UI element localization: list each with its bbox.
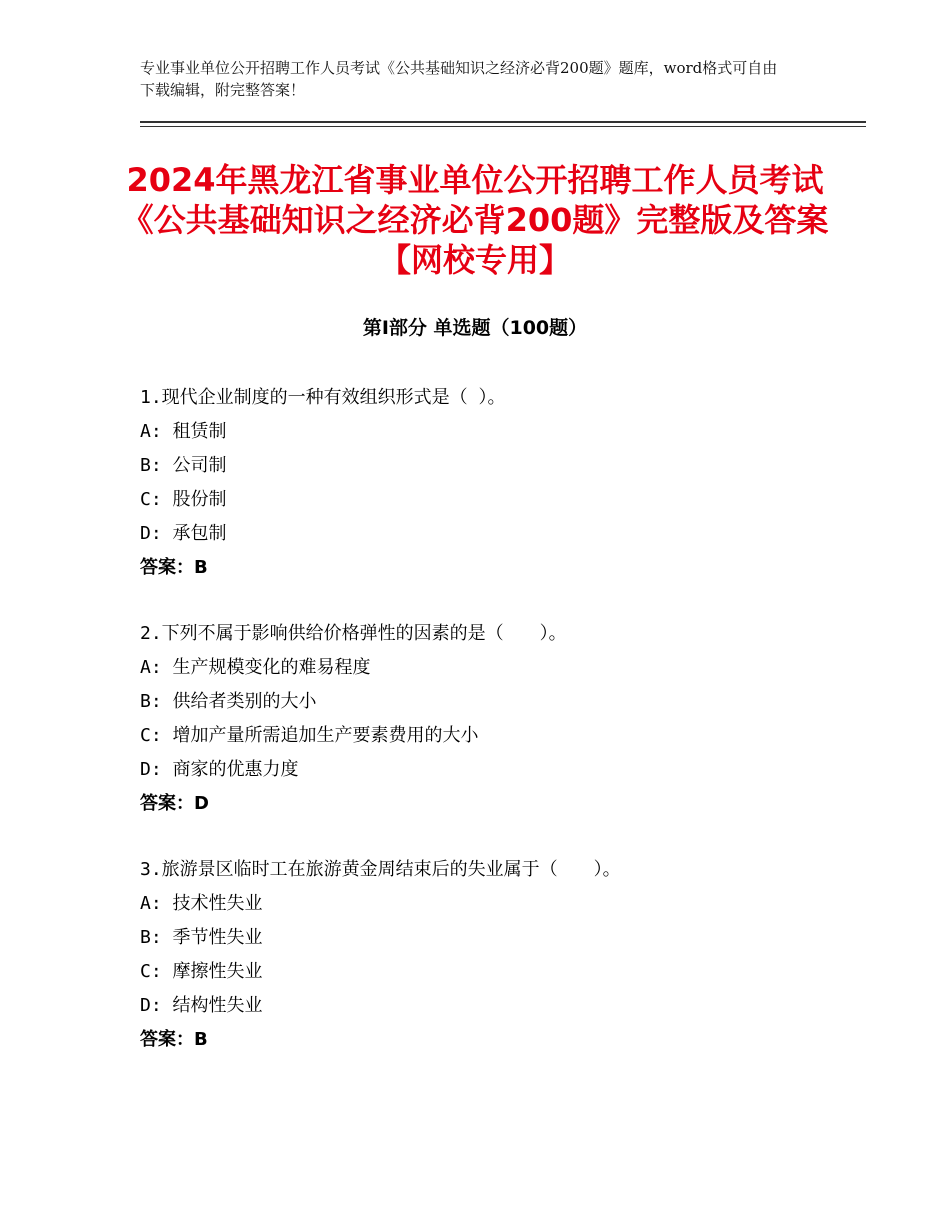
- option-b: B: 季节性失业: [140, 927, 263, 948]
- question-3: [140, 853, 860, 1057]
- option-c: C: 增加产量所需追加生产要素费用的大小: [140, 725, 479, 746]
- option-d: D: 结构性失业: [140, 995, 263, 1016]
- answer: 答案：B: [140, 557, 208, 578]
- question-2: [140, 617, 860, 821]
- option-d: D: 承包制: [140, 523, 227, 544]
- question-stem: 1.现代企业制度的一种有效组织形式是（ ）。: [140, 387, 506, 408]
- option-b: B: 供给者类别的大小: [140, 691, 317, 712]
- header-rule-thin: [140, 126, 866, 127]
- question-stem: 2.下列不属于影响供给价格弹性的因素的是（ ）。: [140, 623, 567, 644]
- question-list: [140, 381, 860, 1089]
- section-title: 第Ⅰ部分 单选题（100题）: [362, 317, 588, 339]
- answer: 答案：D: [140, 793, 209, 814]
- answer: 答案：B: [140, 1029, 208, 1050]
- option-b: B: 公司制: [140, 455, 227, 476]
- option-a: A: 技术性失业: [140, 893, 263, 914]
- header-rule-thick: [140, 121, 866, 123]
- question-stem: 3.旅游景区临时工在旅游黄金周结束后的失业属于（ ）。: [140, 859, 621, 880]
- option-c: C: 摩擦性失业: [140, 961, 263, 982]
- option-d: D: 商家的优惠力度: [140, 759, 299, 780]
- header-note: 专业事业单位公开招聘工作人员考试《公共基础知识之经济必背200题》题库，word格式可自由下载编辑，附完整答案！: [140, 59, 778, 99]
- option-a: A: 租赁制: [140, 421, 227, 442]
- option-c: C: 股份制: [140, 489, 227, 510]
- question-1: [140, 381, 860, 585]
- option-a: A: 生产规模变化的难易程度: [140, 657, 371, 678]
- document-title: 2024年黑龙江省事业单位公开招聘工作人员考试《公共基础知识之经济必背200题》完整版及答案【网校专用】: [121, 161, 829, 279]
